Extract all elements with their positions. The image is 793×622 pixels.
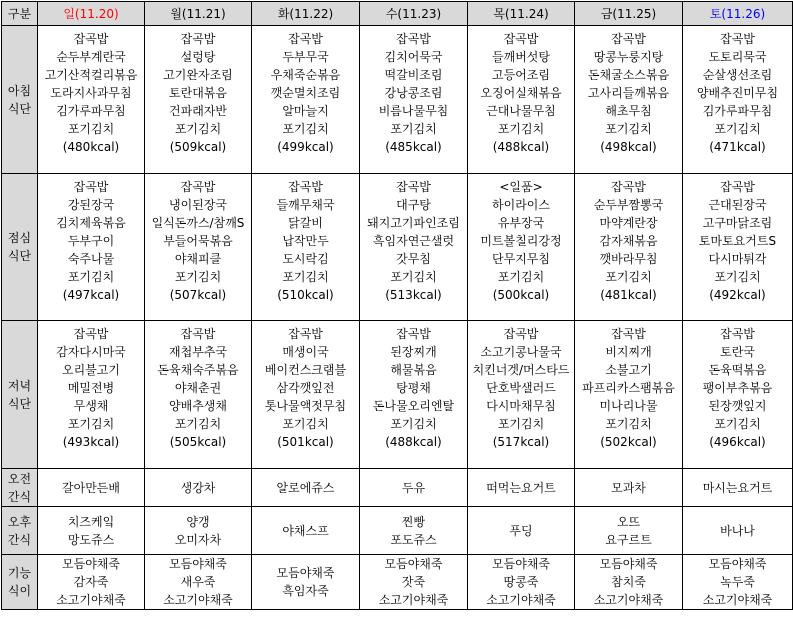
menu-item: 무생채 <box>73 399 109 413</box>
menu-item: 모듬야채죽 <box>276 566 335 580</box>
menu-item: 잡곡밥 <box>396 32 431 46</box>
menu-cell <box>575 26 683 174</box>
menu-item: 소고기콩나물국 <box>480 345 562 359</box>
menu-item: 우채죽순볶음 <box>270 68 341 82</box>
menu-item: 잡곡밥 <box>180 327 216 341</box>
menu-item: 포기김치 <box>714 122 761 136</box>
menu-item: 잡곡밥 <box>180 32 216 46</box>
menu-item: 순두부계란국 <box>56 50 126 64</box>
menu-item: 닭갈비 <box>288 216 323 230</box>
menu-item: 소고기야채죽 <box>702 593 773 607</box>
menu-item: (488kcal) <box>492 140 550 154</box>
menu-item: 갓무침 <box>396 252 431 266</box>
menu-item: (485kcal) <box>385 140 442 154</box>
meal-label-line: 식단 <box>7 101 32 116</box>
menu-item: 감자죽 <box>73 575 109 589</box>
menu-item: 톳나물액젓무침 <box>264 399 347 413</box>
menu-cell <box>252 174 360 321</box>
menu-cell <box>145 469 252 507</box>
menu-item: 재첩부추국 <box>169 345 227 359</box>
menu-cell <box>575 507 683 555</box>
meal-row-breakfast <box>2 26 793 174</box>
menu-item: 고사리들깨볶음 <box>587 86 670 100</box>
menu-cell <box>252 555 360 610</box>
meal-label-line: 저녁 <box>7 378 32 393</box>
menu-item: 오리불고기 <box>62 363 120 377</box>
menu-item: 잡곡밥 <box>611 180 646 194</box>
menu-cell <box>252 469 360 507</box>
menu-item: 모듬야채죽 <box>169 557 227 571</box>
meal-label-line: 오후 <box>7 514 32 529</box>
menu-item: 고구마닭조림 <box>702 216 773 230</box>
menu-item: 잡곡밥 <box>73 32 109 46</box>
menu-item: 비름나물무침 <box>378 104 449 118</box>
menu-item: (499kcal) <box>277 140 334 154</box>
menu-item: 소고기야채죽 <box>593 593 664 607</box>
menu-item: 감자다시마국 <box>56 345 126 359</box>
menu-item: 포기김치 <box>497 270 545 284</box>
menu-item: 김치제육볶음 <box>56 216 126 230</box>
menu-cell <box>360 507 468 555</box>
menu-item: 비지찌개 <box>605 345 652 359</box>
menu-item: 포기김치 <box>390 417 437 431</box>
menu-item: 잡곡밥 <box>611 327 646 341</box>
menu-cell <box>683 321 793 469</box>
menu-item: (510kcal) <box>277 288 334 302</box>
menu-item: 바나나 <box>720 523 755 538</box>
menu-item: 포기김치 <box>714 270 761 284</box>
menu-item: 삼각깻잎전 <box>276 381 335 395</box>
menu-item: 포기김치 <box>174 122 222 136</box>
menu-item: 양배추생채 <box>169 399 227 413</box>
menu-cell <box>468 26 575 174</box>
menu-item: 설렁탕 <box>180 50 216 64</box>
menu-item: (481kcal) <box>600 288 657 302</box>
menu-item: 탕평채 <box>396 381 431 395</box>
menu-item: (471kcal) <box>709 140 766 154</box>
meal-label-line: 식단 <box>7 396 32 411</box>
menu-item: 건파래자반 <box>169 104 227 118</box>
menu-cell <box>468 555 575 610</box>
menu-item: 참치죽 <box>611 575 646 589</box>
day-header: 화(11.22) <box>252 2 360 26</box>
day-header: 월(11.21) <box>145 2 252 26</box>
meal-label <box>2 469 38 507</box>
menu-cell <box>468 321 575 469</box>
menu-item: 고등어조림 <box>492 68 550 82</box>
menu-item: (500kcal) <box>492 288 550 302</box>
menu-item: 잡곡밥 <box>288 32 323 46</box>
menu-item: 감자채볶음 <box>599 234 658 248</box>
corner-label: 구분 <box>2 2 38 26</box>
menu-item: (488kcal) <box>385 435 442 449</box>
menu-item: 요구르트 <box>605 532 652 547</box>
menu-item: 토마토요거트S <box>698 234 777 248</box>
meal-label-line: 오전 <box>7 471 32 486</box>
menu-cell <box>468 507 575 555</box>
menu-item: 오미자차 <box>174 532 222 547</box>
meal-row-morning-snack <box>2 469 793 507</box>
menu-item: (498kcal) <box>600 140 657 154</box>
menu-item: 새우죽 <box>180 575 216 589</box>
menu-item: 땅콩누룽지탕 <box>593 50 664 64</box>
menu-cell <box>360 469 468 507</box>
meal-label-line: 점심 <box>7 231 32 245</box>
menu-item: (492kcal) <box>709 288 766 302</box>
menu-item: 매생이국 <box>282 345 329 359</box>
menu-item: 마약계란장 <box>599 216 658 230</box>
menu-item: 포기김치 <box>497 122 545 136</box>
menu-item: 돼지고기파인조림 <box>367 216 460 230</box>
menu-cell <box>683 174 793 321</box>
meal-label <box>2 26 38 174</box>
menu-item: 흑임자연근샐럿 <box>372 234 455 248</box>
menu-item: 땅콩죽 <box>503 575 539 589</box>
menu-item: 돈나물오리엔탈 <box>372 399 455 413</box>
menu-item: 된장깻잎지 <box>708 399 767 413</box>
menu-cell <box>252 507 360 555</box>
menu-item: 토란대볶음 <box>169 86 227 100</box>
menu-item: 떡갈비조림 <box>384 68 443 82</box>
menu-item: (517kcal) <box>492 435 550 449</box>
menu-item: 고기완자조림 <box>163 68 233 82</box>
menu-item: 마시는요거트 <box>702 480 773 495</box>
menu-item: 김가루파무침 <box>56 104 126 118</box>
menu-cell <box>683 507 793 555</box>
menu-item: 팽이부추볶음 <box>702 381 773 395</box>
menu-cell <box>38 507 145 555</box>
menu-item: (493kcal) <box>62 435 120 449</box>
meal-label-line: 아침 <box>7 83 32 98</box>
menu-item: 망도쥬스 <box>67 532 115 547</box>
menu-item: 잣죽 <box>401 575 426 589</box>
menu-item: 알마늘지 <box>282 104 329 118</box>
menu-item: 부들어묵볶음 <box>163 234 233 248</box>
menu-item: (480kcal) <box>62 140 120 154</box>
menu-item: 김치어묵국 <box>384 50 443 64</box>
menu-item: 베이컨스크램블 <box>264 363 347 377</box>
menu-item: (496kcal) <box>709 435 766 449</box>
menu-item: (507kcal) <box>169 288 227 302</box>
menu-cell <box>252 26 360 174</box>
menu-item: 돈육떡볶음 <box>708 363 767 377</box>
menu-item: 치킨너겟/머스타드 <box>472 363 570 377</box>
menu-item: 소고기야채죽 <box>486 593 556 607</box>
meal-label <box>2 555 38 610</box>
menu-item: 일식돈까스/참깨S <box>151 216 245 230</box>
menu-item: 도토리묵국 <box>708 50 767 64</box>
menu-item: 잡곡밥 <box>180 180 216 194</box>
menu-cell <box>575 469 683 507</box>
menu-item: 강된장국 <box>67 198 115 212</box>
menu-cell <box>38 321 145 469</box>
menu-item: 포기김치 <box>714 417 761 431</box>
menu-item: 잡곡밥 <box>503 327 539 341</box>
menu-item: 녹두죽 <box>720 575 755 589</box>
menu-item: 소불고기 <box>605 363 652 377</box>
menu-cell <box>145 26 252 174</box>
menu-item: 대구탕 <box>396 198 431 212</box>
day-header: 수(11.23) <box>360 2 468 26</box>
day-header: 토(11.26) <box>683 2 793 26</box>
menu-item: 모과차 <box>611 480 646 495</box>
menu-item: 순두부짬뽕국 <box>593 198 664 212</box>
menu-item: 잡곡밥 <box>611 32 646 46</box>
menu-item: 두유 <box>401 480 426 495</box>
menu-item: 숙주나물 <box>67 252 115 266</box>
menu-item: 깻순멸치조림 <box>270 86 341 100</box>
menu-item: 고기산적컬리볶음 <box>44 68 138 82</box>
meal-label-line: 간식 <box>7 489 32 504</box>
menu-item: 냉이된장국 <box>169 198 227 212</box>
menu-item: 순살생선조림 <box>702 68 773 82</box>
menu-item: 포기김치 <box>67 270 115 284</box>
menu-item: 도시락김 <box>282 252 329 266</box>
menu-item: 모듬야채죽 <box>62 557 120 571</box>
menu-item: <일품> <box>499 180 543 194</box>
menu-item: 잡곡밥 <box>720 180 755 194</box>
menu-cell <box>38 26 145 174</box>
menu-item: 단무지무침 <box>492 252 550 266</box>
menu-cell <box>360 555 468 610</box>
day-header: 목(11.24) <box>468 2 575 26</box>
menu-item: 치즈케잌 <box>67 514 115 529</box>
menu-item: 깻바라무침 <box>599 252 658 266</box>
menu-item: 잡곡밥 <box>73 327 109 341</box>
menu-item: 소고기야채죽 <box>56 593 126 607</box>
meal-row-afternoon-snack <box>2 507 793 555</box>
menu-item: 찐빵 <box>401 514 426 529</box>
menu-item: 알로에쥬스 <box>276 480 335 495</box>
menu-item: 잡곡밥 <box>288 327 323 341</box>
menu-cell <box>575 321 683 469</box>
menu-body <box>2 26 793 610</box>
meal-label <box>2 507 38 555</box>
menu-cell <box>683 26 793 174</box>
menu-item: 포도쥬스 <box>390 532 437 547</box>
menu-item: 야채스프 <box>282 523 329 538</box>
menu-cell <box>145 555 252 610</box>
menu-item: 잡곡밥 <box>288 180 323 194</box>
menu-item: 잡곡밥 <box>73 180 109 194</box>
menu-cell <box>360 174 468 321</box>
meal-row-special-diet <box>2 555 793 610</box>
menu-item: 들깨무채국 <box>276 198 335 212</box>
menu-cell <box>252 321 360 469</box>
menu-item: 잡곡밥 <box>503 32 539 46</box>
menu-item: (509kcal) <box>169 140 227 154</box>
menu-cell <box>38 469 145 507</box>
meal-label-line: 식단 <box>7 249 32 263</box>
menu-item: 메밀전병 <box>67 381 115 395</box>
menu-item: (502kcal) <box>600 435 657 449</box>
menu-item: 포기김치 <box>174 417 222 431</box>
menu-item: 포기김치 <box>67 417 115 431</box>
menu-cell <box>683 469 793 507</box>
menu-item: 생강차 <box>180 480 216 495</box>
menu-item: 들깨버섯탕 <box>492 50 550 64</box>
header-row <box>2 2 793 26</box>
menu-item: 오뜨 <box>616 514 641 529</box>
meal-label-line: 간식 <box>7 532 32 547</box>
menu-item: 푸딩 <box>509 523 533 538</box>
menu-item: 양배추진미무침 <box>696 86 779 100</box>
menu-cell <box>360 321 468 469</box>
day-header: 금(11.25) <box>575 2 683 26</box>
menu-cell <box>360 26 468 174</box>
menu-item: 포기김치 <box>282 270 329 284</box>
menu-item: 도라지사과무침 <box>50 86 132 100</box>
menu-item: 모듬야채죽 <box>384 557 443 571</box>
menu-item: 소고기야채죽 <box>163 593 233 607</box>
menu-item: 해물볶음 <box>390 363 437 377</box>
menu-item: 포기김치 <box>390 270 437 284</box>
meal-label <box>2 174 38 321</box>
meal-row-lunch <box>2 174 793 321</box>
menu-item: (505kcal) <box>169 435 227 449</box>
menu-item: 납작만두 <box>282 234 329 248</box>
menu-item: 김가루파무침 <box>702 104 773 118</box>
menu-item: 단호박샐러드 <box>486 381 556 395</box>
menu-cell <box>468 469 575 507</box>
meal-label-line: 기능 <box>7 566 32 580</box>
day-header: 일(11.20) <box>38 2 145 26</box>
menu-cell <box>38 174 145 321</box>
menu-item: 포기김치 <box>390 122 437 136</box>
meal-label-line: 식이 <box>7 584 32 598</box>
menu-item: 다시마튀각 <box>708 252 767 266</box>
menu-item: 근대된장국 <box>708 198 767 212</box>
menu-item: 소고기야채죽 <box>378 593 449 607</box>
menu-item: 포기김치 <box>605 417 652 431</box>
menu-item: 야채춘권 <box>174 381 222 395</box>
menu-cell <box>145 174 252 321</box>
menu-item: 토란국 <box>720 345 755 359</box>
menu-item: (513kcal) <box>385 288 442 302</box>
menu-item: 잡곡밥 <box>720 327 755 341</box>
menu-item: 돈채굴소스볶음 <box>587 68 670 82</box>
menu-item: 야채피클 <box>174 252 222 266</box>
meal-row-dinner <box>2 321 793 469</box>
menu-cell <box>145 321 252 469</box>
menu-item: 유부장국 <box>497 216 545 230</box>
menu-item: 잡곡밥 <box>720 32 755 46</box>
menu-item: 된장찌개 <box>390 345 437 359</box>
menu-item: 파프리카스팸볶음 <box>582 381 675 395</box>
menu-item: 포기김치 <box>605 122 652 136</box>
menu-item: 잡곡밥 <box>396 180 431 194</box>
menu-cell <box>575 555 683 610</box>
menu-item: 잡곡밥 <box>396 327 431 341</box>
menu-item: 두부구이 <box>67 234 115 248</box>
menu-cell <box>575 174 683 321</box>
menu-item: 근대나물무침 <box>486 104 556 118</box>
menu-item: 미트볼칠리강정 <box>480 234 562 248</box>
menu-item: 갈아만든배 <box>62 480 120 495</box>
menu-item: 포기김치 <box>282 122 329 136</box>
menu-item: 해초무침 <box>605 104 652 118</box>
menu-item: 포기김치 <box>497 417 545 431</box>
menu-item: 떠먹는요거트 <box>486 480 556 495</box>
meal-label <box>2 321 38 469</box>
menu-item: 미나리나물 <box>599 399 658 413</box>
weekly-menu-table <box>1 1 793 610</box>
menu-item: (501kcal) <box>277 435 334 449</box>
menu-item: 모듬야채죽 <box>492 557 550 571</box>
menu-item: 양갱 <box>186 514 210 529</box>
menu-item: 돈육채숙주볶음 <box>157 363 239 377</box>
menu-item: 모듬야채죽 <box>599 557 658 571</box>
menu-item: 하이라이스 <box>492 198 550 212</box>
menu-item: (497kcal) <box>62 288 120 302</box>
menu-cell <box>468 174 575 321</box>
menu-item: 포기김치 <box>282 417 329 431</box>
menu-item: 포기김치 <box>605 270 652 284</box>
menu-item: 다시마채무침 <box>486 399 556 413</box>
menu-cell <box>145 507 252 555</box>
menu-cell <box>38 555 145 610</box>
menu-item: 두부무국 <box>282 50 329 64</box>
menu-item: 포기김치 <box>174 270 222 284</box>
menu-item: 모듬야채죽 <box>708 557 767 571</box>
menu-item: 포기김치 <box>67 122 115 136</box>
menu-item: 오징어실채볶음 <box>480 86 562 100</box>
menu-item: 흑임자죽 <box>282 584 329 598</box>
menu-cell <box>683 555 793 610</box>
menu-item: 강낭콩조림 <box>384 86 443 100</box>
